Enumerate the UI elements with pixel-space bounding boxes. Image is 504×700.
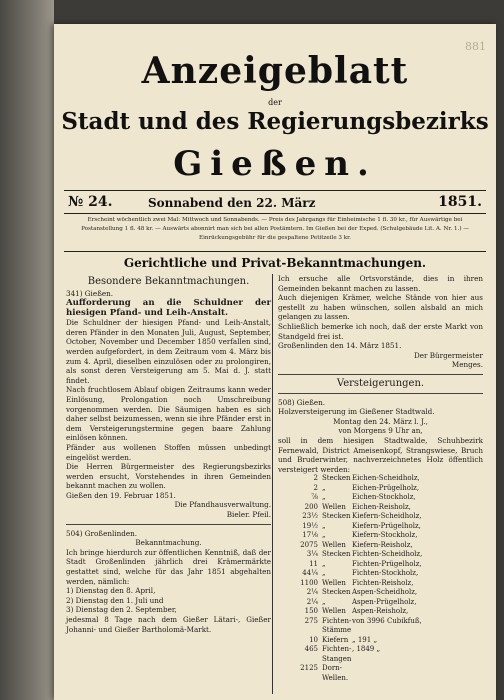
lot-quantity: 17⅛: [302, 531, 318, 540]
lot-kind: „ 191 „: [352, 635, 378, 644]
paragraph: Schließlich bemerke ich noch, daß der erste Markt von Standgeld frei ist.: [278, 321, 483, 341]
auction-date: Montag den 24. März l. J.,: [333, 416, 428, 426]
signature: Der Bürgermeister: [413, 350, 483, 360]
issue-date: Sonnabend den 22. März: [148, 196, 316, 210]
lot-quantity: 2: [313, 474, 318, 483]
lot-unit: Wellen: [322, 540, 346, 549]
lot-unit: Stecken: [322, 512, 351, 521]
lot-kind: Aspen-Reisholz,: [352, 607, 409, 616]
lot-kind: Eichen-Prügelholz,: [352, 483, 420, 492]
divider-rule: [64, 213, 486, 214]
paragraph: Ich bringe hierdurch zur öffentlichen Kenntniß, daß der Stadt Großenlinden jährlich drei Krämermärkte gestattet sind, welche für das Jahr 1851 abgehalten werden, nämlich:: [66, 547, 271, 586]
lot-row: [278, 531, 483, 541]
paragraph: Pfänder aus wollenen Stoffen müssen unbedingt eingelöst werden.: [66, 442, 271, 462]
lot-quantity: 10: [309, 635, 318, 644]
lot-unit: Wellen: [322, 578, 346, 587]
lot-kind: Eichen-Scheidholz,: [352, 474, 420, 483]
section-title: Gerichtliche und Privat-Bekanntmachungen.: [123, 256, 427, 270]
lot-row: [278, 636, 483, 646]
lot-kind: Kiefern-Scheidholz,: [352, 512, 422, 521]
lot-unit: „: [322, 483, 326, 492]
lot-row: [278, 579, 483, 589]
lot-list: [278, 474, 483, 683]
lot-row: [278, 550, 483, 560]
lot-quantity: 3¼: [306, 550, 318, 559]
lot-quantity: 2¼: [306, 588, 318, 597]
lot-row: [278, 474, 483, 484]
left-heading: Besondere Bekanntmachungen.: [87, 276, 250, 287]
lot-row: [278, 569, 483, 579]
lot-quantity: 44¼: [302, 569, 318, 578]
signature: Bieler. Pfeil.: [226, 510, 271, 520]
lot-quantity: 11: [309, 559, 318, 568]
market-date: 2) Dienstag den 1. Juli und: [66, 595, 164, 605]
lot-unit: „: [322, 597, 326, 606]
lot-unit: Fichten-Stangen: [322, 645, 352, 663]
lot-unit: Dorn-Wellen.: [322, 664, 349, 682]
masthead-der: der: [268, 98, 282, 107]
lot-quantity: 2¼: [306, 597, 318, 606]
lot-kind: Fichten-Prügelholz,: [352, 559, 422, 568]
lot-unit: Wellen: [322, 502, 346, 511]
divider-rule: [64, 251, 486, 252]
lot-quantity: 2: [313, 483, 318, 492]
right-heading: Versteigerungen.: [336, 377, 425, 389]
lot-unit: „: [322, 521, 326, 530]
lot-unit: „: [322, 559, 326, 568]
lot-unit: Kiefern: [322, 635, 349, 644]
lot-row: [278, 484, 483, 494]
lot-quantity: 465: [304, 645, 318, 654]
lot-kind: Kiefern-Reisholz,: [352, 540, 413, 549]
lot-row: [278, 617, 483, 636]
lot-row: [278, 598, 483, 608]
lot-kind: [352, 664, 483, 683]
ref-341: 341) Gießen.: [66, 288, 114, 298]
lot-quantity: 23½: [302, 512, 318, 521]
lot-unit: Fichten-Stämme: [322, 616, 352, 635]
notice-date: Großenlinden den 14. März 1851.: [278, 341, 402, 351]
lot-kind: Aspen-Prügelholz,: [352, 597, 417, 606]
lot-kind: Fichten-Scheidholz,: [352, 550, 423, 559]
paragraph: jedesmal 8 Tage nach dem Gießer Lätari-, Gießer Johanni- und Gießer Bartholomä-Markt.: [66, 615, 271, 634]
notice-date: Gießen den 19. Februar 1851.: [66, 490, 176, 500]
lot-row: [278, 512, 483, 522]
paragraph: Ich ersuche alle Ortsvorstände, dies in ihren Gemeinden bekannt machen zu lassen.: [278, 274, 483, 293]
right-column: [278, 274, 483, 683]
lot-quantity: 2125: [300, 664, 318, 673]
lot-kind: Eichen-Reisholz,: [352, 502, 411, 511]
lot-unit: Stecken: [322, 550, 351, 559]
lot-kind: Kiefern-Prügelholz,: [352, 521, 421, 530]
paragraph: soll in dem hiesigen Stadtwalde, Schuhbezirk Fernewald, District Ameisenkopf, Strangswiese, Bruch und Bruderwinter, nachverzeichnetes Holz öffentlich versteigert werden:: [278, 435, 483, 474]
paragraph: Auch diejenigen Krämer, welche Stände von hier aus gestellt zu haben wünschen, sollen alsbald an mich gelangen zu lassen.: [278, 293, 483, 322]
lot-row: [278, 645, 483, 664]
lot-kind: , 1849 „: [352, 645, 381, 654]
divider-rule: [64, 190, 486, 191]
paragraph: Nach fruchtlosem Ablauf obigen Zeitraums kann weder Einlösung, Prolongation noch Umschreibung vorgenommen werden. Die Säumigen haben es sich daher selbst beizumessen, wenn sie ihre Pfänder erst in dem Versteigerungstermine gegen baare Zahlung einlösen können.: [66, 385, 271, 443]
lot-quantity: 2075: [300, 540, 318, 549]
paragraph: Die Schuldner der hiesigen Pfand- und Leih-Anstalt, deren Pfänder in den Monaten Juli, August, September, October, November und December 1850 verfallen sind, werden aufgefordert, in dem Zeitraum vom 4. März bis zum 4. April, dieselben einzulösen oder zu prolongiren, als sonst deren Versteigerung am 5. Mai d. J. statt findet.: [66, 318, 271, 385]
lot-quantity: 19½: [302, 521, 318, 530]
market-date: 1) Dienstag den 8. April,: [66, 586, 156, 596]
lot-unit: Stecken: [322, 474, 351, 483]
lot-kind: Eichen-Stockholz,: [352, 493, 416, 502]
masthead-city: Gießen.: [173, 144, 377, 184]
lot-row: [278, 503, 483, 513]
book-gutter: [0, 0, 54, 700]
lot-unit: Stecken: [322, 588, 351, 597]
lot-row: [278, 607, 483, 617]
lot-quantity: 150: [304, 607, 318, 616]
divider-rule: [278, 374, 483, 375]
lot-row: [278, 541, 483, 551]
lot-quantity: 275: [304, 616, 318, 625]
divider-rule: [278, 393, 483, 394]
issue-number: № 24.: [68, 194, 113, 210]
lot-quantity: ⅞: [311, 493, 318, 502]
subscription-notice: Erscheint wöchentlich zwei Mal: Mittwoch und Sonnabends. — Preis des Jahrgangs für Einheimische 1 fl. 30 kr., für Auswärtige bei Postanstellung 1 fl. 48 kr. — Auswärts abonnirt man sich bei allen Postämtern. Im Gießen bei der Exped. (Schulgebäude Lit. A. Nr. 1.) — Einrückungsgebühr für die gespaltene Petitzeile 3 kr.: [81, 217, 469, 241]
auction-time: von Morgens 9 Uhr an,: [338, 426, 423, 436]
divider-rule: [66, 524, 271, 525]
newspaper-page: [54, 24, 496, 700]
ref-504: 504) Großenlinden.: [66, 528, 137, 538]
column-divider: [272, 274, 273, 694]
signature: Die Pfandhausverwaltung.: [174, 500, 271, 510]
lot-row: [278, 522, 483, 532]
lot-row: [278, 588, 483, 598]
issue-dateline: [68, 194, 482, 212]
lot-unit: „: [322, 493, 326, 502]
masthead-title: Anzeigeblatt: [141, 50, 409, 92]
lot-row: [278, 493, 483, 503]
lot-kind: von 3996 Cubikfuß,: [352, 616, 422, 625]
lot-quantity: 200: [304, 502, 318, 511]
market-date: 3) Dienstag den 2. September,: [66, 605, 177, 615]
folio-number: 881: [465, 40, 486, 53]
lot-row: [278, 664, 483, 683]
issue-year: 1851.: [438, 194, 482, 210]
lot-unit: „: [322, 569, 326, 578]
left-column: [66, 274, 271, 634]
lot-row: [278, 560, 483, 570]
masthead-subtitle: Stadt und des Regierungsbezirks: [61, 108, 489, 135]
lot-unit: Wellen: [322, 607, 346, 616]
auction-subtitle: Holzversteigerung im Gießener Stadtwald.: [278, 407, 435, 417]
lot-kind: Kiefern-Stockholz,: [352, 531, 418, 540]
ref-508: 508) Gießen.: [278, 397, 326, 407]
signature: Menges.: [451, 360, 483, 370]
lot-quantity: 1100: [300, 578, 318, 587]
lot-kind: Fichten-Reisholz,: [352, 578, 414, 587]
notice-title: Aufforderung an die Schuldner der hiesigen Pfand- und Leih-Anstalt.: [66, 298, 271, 319]
notice-title: Bekanntmachung.: [135, 538, 202, 548]
paragraph: Die Herren Bürgermeister des Regierungsbezirks werden ersucht, Vorstehendes in ihren Gemeinden bekannt machen zu wollen.: [66, 462, 271, 491]
lot-kind: Fichten-Stockholz,: [352, 569, 419, 578]
lot-kind: Aspen-Scheidholz,: [352, 588, 418, 597]
lot-unit: „: [322, 531, 326, 540]
